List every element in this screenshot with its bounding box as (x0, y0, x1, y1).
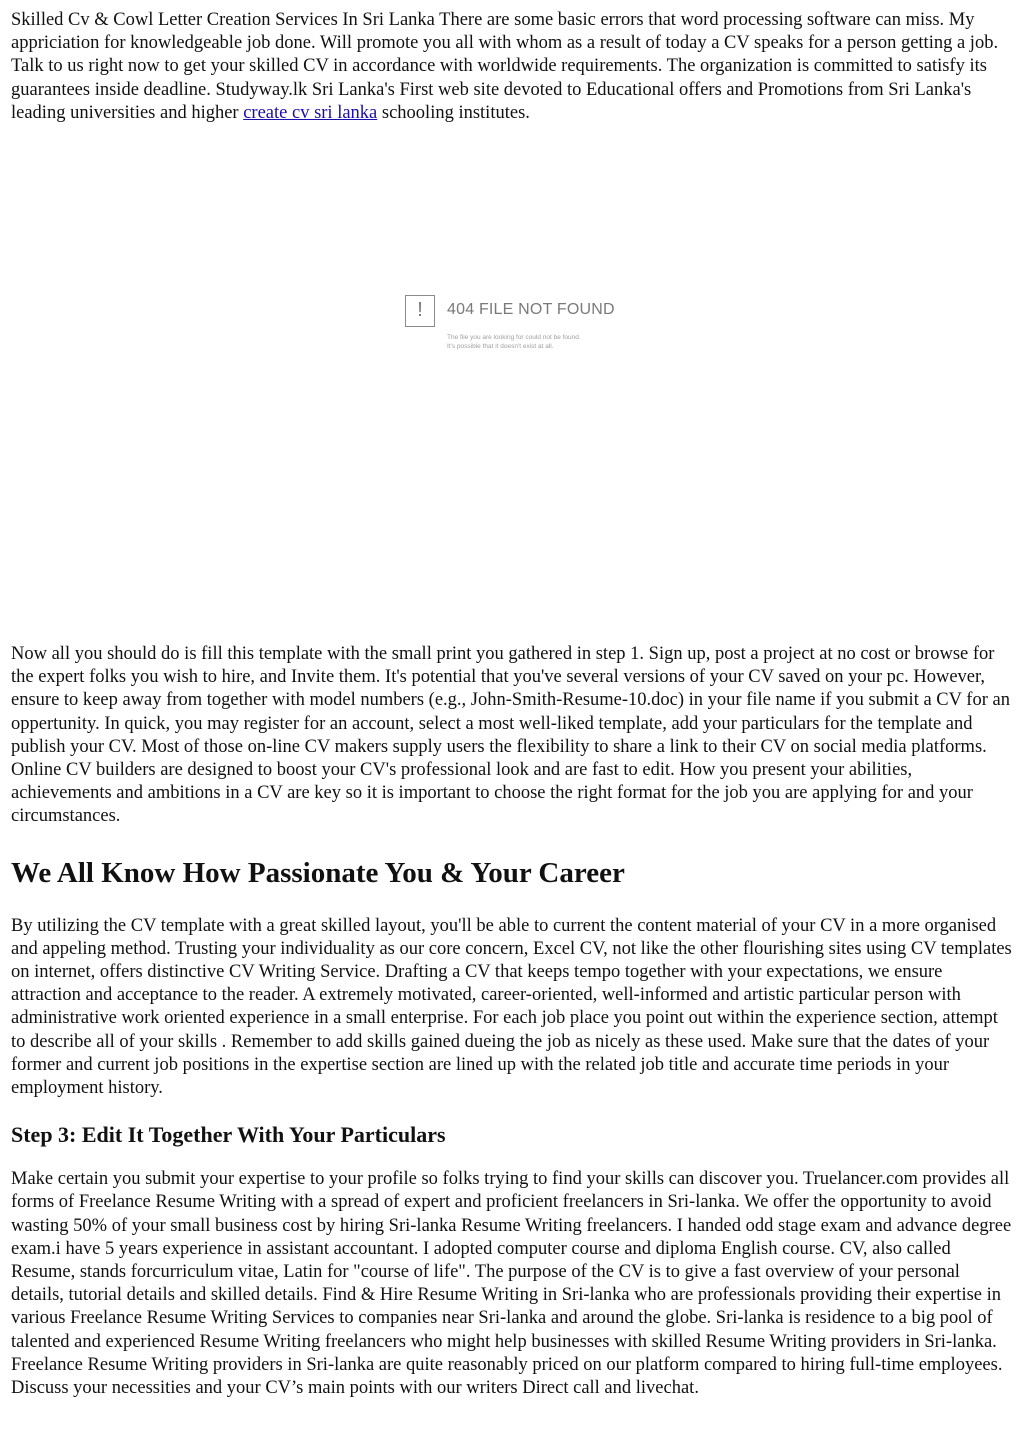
step-3-heading: Step 3: Edit It Together With Your Particulars (11, 1122, 446, 1148)
not-found-line-1: The file you are looking for could not be found. (447, 334, 581, 342)
intro-paragraph (11, 9, 1013, 125)
create-cv-link[interactable]: create cv sri lanka (243, 102, 378, 123)
not-found-message (447, 333, 581, 351)
broken-image (11, 125, 1013, 631)
template-paragraph: Now all you should do is fill this template with the small print you gathered in step 1. Sign up, post a project at no cost or browse for the expert folks you wish to hire, and Invite them. It's potential that you've several versions of your CV saved on your pc. However, ensure to keep away from together with model numbers (e.g., John-Smith-Resume-10.doc) in your file name if you submit a CV for an oppertunity. In quick, you may register for an account, select a most well-liked template, add your particulars for the template and publish your CV. Most of those on-line CV makers supply users the flexibility to share a link to their CV on social media platforms. Online CV builders are designed to boost your CV's professional look and are fast to edit. How you present your abilities, achievements and ambitions in a CV are key so it is important to choose the right format for the job you are applying for and your circumstances. (11, 644, 1010, 827)
expertise-paragraph: Make certain you submit your expertise to your profile so folks trying to find your skills can discover you. Truelancer.com provides all forms of Freelance Resume Writing with a spread of expert and proficient freelancers in Sri-lanka. We offer the opportunity to avoid wasting 50% of your small business cost by hiring Sri-lanka Resume Writing freelancers. I handed odd stage exam and advance degree exam.i have 5 years experience in assistant accountant. I adopted computer course and diploma English course. CV, also called Resume, stands forcurriculum vitae, Latin for "course of life". The purpose of the CV is to give a fast overview of your personal details, tutorial details and skilled details. Find & Hire Resume Writing in Sri-lanka who are professionals providing their expertise in various Freelance Resume Writing Services to companies near Sri-lanka and around the globe. Sri-lanka is residence to a big pool of talented and experienced Resume Writing freelancers who might help businesses with skilled Resume Writing providers in Sri-lanka. Freelance Resume Writing providers in Sri-lanka are quite reasonably priced on our platform compared to hiring full-time employees. Discuss your necessities and your CV’s main points with our writers Direct call and livechat. (11, 1169, 1012, 1399)
not-found-title: 404 FILE NOT FOUND (447, 301, 615, 319)
career-heading: We All Know How Passionate You & Your Career (11, 856, 625, 889)
intro-text-end: schooling institutes. (381, 102, 530, 123)
intro-text: Skilled Cv & Cowl Letter Creation Services In Sri Lanka There are some basic errors that word processing software can miss. My appriciation for knowledgeable job done. Will promote you all with whom as a result of today a CV speaks for a person getting a job. Talk to us right now to get your skilled CV in accordance with worldwide requirements. The organization is committed to satisfy its guarantees inside deadline. Studyway.lk Sri Lanka's First web site devoted to Educational offers and Promotions from Sri Lanka's leading universities and higher (11, 10, 999, 123)
cv-template-paragraph: By utilizing the CV template with a great skilled layout, you'll be able to current the content material of your CV in a more organised and appeling method. Trusting your individuality as our core concern, Excel CV, not like the other flourishing sites using CV templates on internet, offers distinctive CV Writing Service. Drafting a CV that keeps tempo together with your expectations, we ensure attraction and acceptance to the reader. A extremely motivated, career-oriented, well-informed and artistic particular person with administrative work oriented experience in a small enterprise. For each job place you point out within the experience section, attempt to describe all of your skills . Remember to add skills gained dueing the job as nicely as these used. Make sure that the dates of your former and current job positions in the expertise section are lined up with the related job title and accurate time periods in your employment history. (11, 915, 1012, 1099)
article-body (11, 9, 1013, 1400)
not-found-line-2: It's possible that it doesn't exist at all. (447, 343, 554, 351)
file-not-found-placeholder (405, 295, 635, 365)
exclamation-icon: ! (405, 295, 435, 327)
